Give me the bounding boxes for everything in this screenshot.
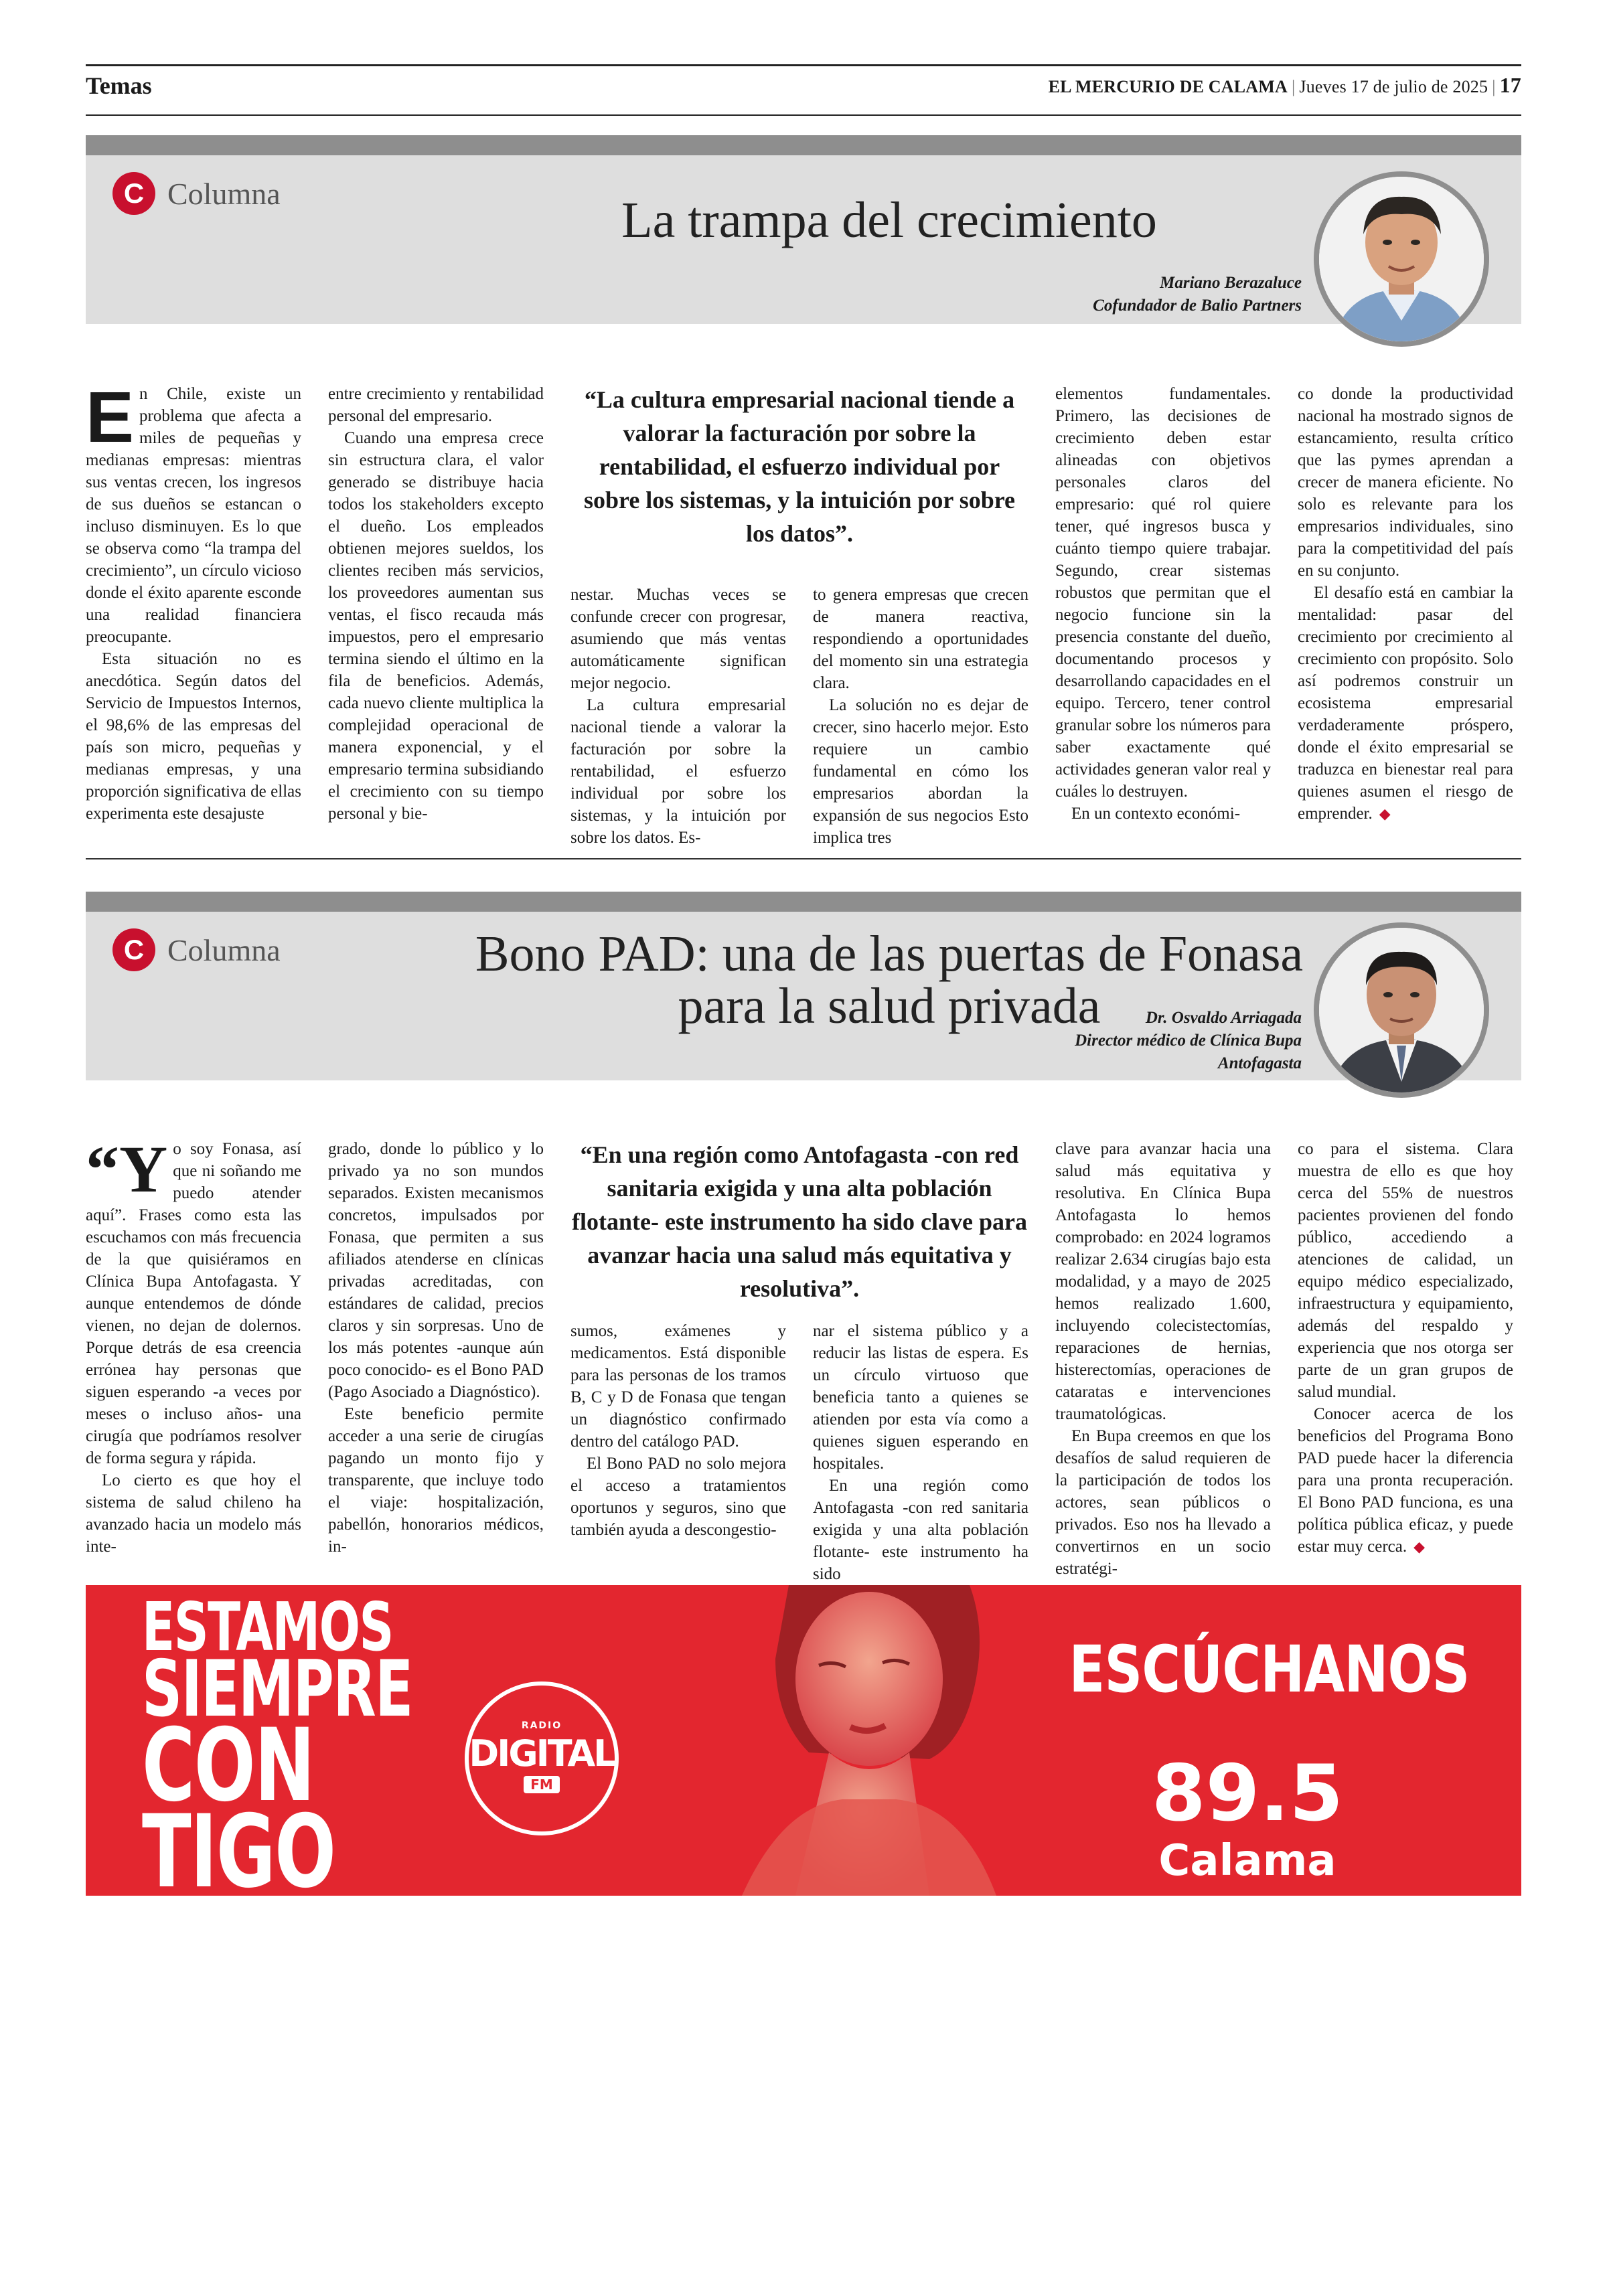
column-c-icon: C [112,172,155,215]
author-name: Mariano Berazaluce [1160,274,1302,292]
author-role: Director médico de Clínica Bupa [1075,1032,1302,1050]
pull-quote: “En una región como Antofagasta -con red sanitaria exigida y una alta población flotante- este instrumento ha sido clave para avanzar hacia una salud más equitativa y resolutiva”. [572,1141,1027,1302]
text-column-1: “Yo soy Fonasa, así que ni soñando me puedo atender aquí”. Frases como esta las escuchamos con más frecuencia de la que quisiéramos en Clínica Bupa Antofagasta. Y aunque entendemos de dónde vienen, no dejan de dolernos. Porque detrás de esa creencia errónea hay personas que siguen esperando -a veces por meses o incluso años- una cirugía que podríamos resolver de forma segura y rápida. Lo cierto es que hoy el sistema de salud chileno ha avanzado hacia un modelo más inte- [86,1132,301,1556]
publication-line: EL MERCURIO DE CALAMA | Jueves 17 de julio de 2025 | 17 [1048,73,1521,97]
author-photo [1314,922,1489,1098]
drop-cap: “Y [86,1132,168,1206]
author-name: Dr. Osvaldo Arriagada [1145,1009,1302,1027]
text-column-5: elementos fundamentales. Primero, las decisiones de crecimiento deben estar alineadas con objetivos personales claros del empresario: qué rol quiere tener, qué ingresos busca y cuánto tiempo quiere trabajar. Segundo, crear sistemas robustos que permitan que el negocio funcione sin la presencia constante del dueño, documentando procesos y desarrollando capacidades en el equipo. Tercero, tener control granular sobre los números para saber exactamente qué actividades generan valor real y cuáles lo destruyen. En un contexto económi- [1055,385,1271,823]
text-column-6: co para el sistema. Clara muestra de ello es que hoy cerca del 55% de nuestros pacientes provienen del fondo público, accediendo a atenciones de calidad, un equipo médico especializado, infraestructura y equipamiento, además del respaldo y experiencia que nos otorga ser parte de un gran grupos de salud mundial. Conocer acerca de los beneficios del Programa Bono PAD puede hacer la diferencia para una pronta recuperación. El Bono PAD funciona, es una política pública eficaz, y puede estar muy cerca. ◆ [1298,1140,1513,1556]
author-byline [1093,272,1302,317]
radio-advertisement [86,1585,1521,1896]
digital-fm-logo: RADIO DIGITAL FM [465,1682,619,1835]
page-header [86,64,1521,116]
column-badge [112,172,281,215]
drop-cap: E [86,376,135,457]
article-banner [86,892,1521,1080]
column-c-icon: C [112,928,155,971]
end-mark-icon: ◆ [1379,806,1391,823]
text-column-4: to genera empresas que crecen de manera reactiva, respondiendo a oportunidades del momento sin una estrategia clara. La solución no es dejar de crecer, sino hacerlo mejor. Esto requiere un cambio fundamental en cómo los empresarios abordan la expansión de sus negocios Esto implica tres [813,586,1028,847]
listen-text: ESCÚCHANOS [1069,1632,1470,1707]
woman-photo [675,1585,1050,1896]
author-photo [1314,171,1489,347]
publication-name: EL MERCURIO DE CALAMA [1048,77,1288,96]
column-label: Columna [167,176,281,211]
ad-call-to-action [1030,1632,1470,1886]
radio-frequency: 89.5 [1151,1748,1344,1839]
banner-bar [86,135,1521,155]
article-body [86,376,1521,847]
end-mark-icon: ◆ [1413,1539,1426,1556]
text-column-2: entre crecimiento y rentabilidad personal del empresario. Cuando una empresa crece sin estructura clara, el valor generado se distribuye hacia todos los stakeholders excepto el dueño. Los empleados obtienen mejores sueldos, los clientes reciben más servicios, los proveedores aumentan sus ventas, el fisco recauda más impuestos, pero el empresario termina siendo el último en la fila de beneficios. Además, cada nuevo cliente multiplica la complejidad operacional de manera exponencial, y el empresario termina subsidiando el crecimiento con su tiempo personal y bie- [328,385,544,823]
column-badge [112,928,281,971]
article-banner [86,135,1521,324]
text-column-5: clave para avanzar hacia una salud más equitativa y resolutiva. En Clínica Bupa Antofagasta lo hemos comprobado: en 2024 logramos realizar 2.634 cirugías bajo esta modalidad, y a mayo de 2025 hemos realizado 1.600, incluyendo colecistectomías, reparaciones de hernias, histerectomías, operaciones de cataratas e intervenciones traumatológicas. En Bupa creemos en que los desafíos de salud requieren de la participación de todos los actores, sean públicos o privados. Eso nos ha llevado a convertirnos en un socio estratégi- [1055,1140,1271,1578]
radio-city: Calama [1158,1836,1336,1886]
text-column-6: co donde la productividad nacional ha mostrado signos de estancamiento, resulta crítico que las pymes aprendan a crecer de manera eficiente. No solo es relevante para los empresarios individuales, sino para la competitividad del país en su conjunto. El desafío está en cambiar la mentalidad: pasar del crecimiento por crecimiento al crecimiento con propósito. Solo así podremos construir un ecosistema empresarial verdaderamente próspero, donde el éxito empresarial se traduzca en bienestar real para quienes asumen el riesgo de emprender. ◆ [1298,385,1513,823]
section-name: Temas [86,72,152,99]
ad-slogan: ESTAMOS SIEMPRE CON TIGO [142,1588,412,1896]
text-column-3: sumos, exámenes y medicamentos. Está disponible para las personas de los tramos B, C y D de Fonasa que tengan un diagnóstico confirmado dentro del catálogo PAD. El Bono PAD no solo mejora el acceso a tratamientos oportunos y seguros, sino que también ayuda a descongestio- [570,1322,786,1539]
section-divider [86,858,1521,859]
text-column-4: nar el sistema público y a reducir las listas de espera. Es un círculo virtuoso que beneficia tanto a quienes se atienden por esta vía como a quienes siguen esperando en hospitales. En una región como Antofagasta -con red sanitaria exigida y una alta población flotante- este instrumento ha sido [813,1322,1028,1583]
page-number: 17 [1499,73,1521,97]
text-column-2: grado, donde lo público y lo privado ya no son mundos separados. Existen mecanismos concretos, impulsados por Fonasa, que permiten a sus afiliados atenderse en clínicas privadas acreditadas, con estándares de calidad, precios claros y sin sorpresas. Uno de los más potentes -aunque aún poco conocido- es el Bono PAD (Pago Asociado a Diagnóstico). Este beneficio permite acceder a una serie de cirugías pagando un monto fijo y transparente, que incluye todo el viaje: hospitalización, pabellón, honorarios médicos, in- [328,1140,544,1556]
pull-quote: “La cultura empresarial nacional tiende a valorar la facturación por sobre la rentabilidad, el esfuerzo individual por sobre los sistemas, y la intuición por sobre los datos”. [583,386,1016,547]
banner-bar [86,892,1521,912]
article-title: Bono PAD: una de las puertas de Fonasa para la salud privada [475,926,1304,1034]
article-body [86,1132,1521,1583]
text-column-3: nestar. Muchas veces se confunde crecer con progresar, asumiendo que más ventas automáticamente significan mejor negocio. La cultura empresarial nacional tiende a valorar la facturación por sobre la rentabilidad, el esfuerzo individual por sobre los sistemas, y la intuición por sobre los datos. Es- [570,586,786,847]
column-label: Columna [167,932,281,967]
article-title: La trampa del crecimiento [621,192,1157,248]
author-role: Cofundador de Balio Partners [1093,297,1302,315]
issue-date: Jueves 17 de julio de 2025 [1299,77,1488,96]
author-byline: Dr. Osvaldo Arriagada Director médico de Clínica Bupa Antofagasta [1075,1007,1302,1075]
text-column-1: En Chile, existe un problema que afecta a miles de pequeñas y medianas empresas: mientras sus ventas crecen, los ingresos de sus dueños se estancan o incluso disminuyen. Es lo que se observa como “la trampa del crecimiento”, un círculo vicioso donde el éxito aparente esconde una realidad financiera preocupante. Esta situación no es anecdótica. Según datos del Servicio de Impuestos Internos, el 98,6% de las empresas del país son micro, pequeñas y medianas empresas, y una proporción significativa de ellas experimenta este desajuste [86,376,301,823]
